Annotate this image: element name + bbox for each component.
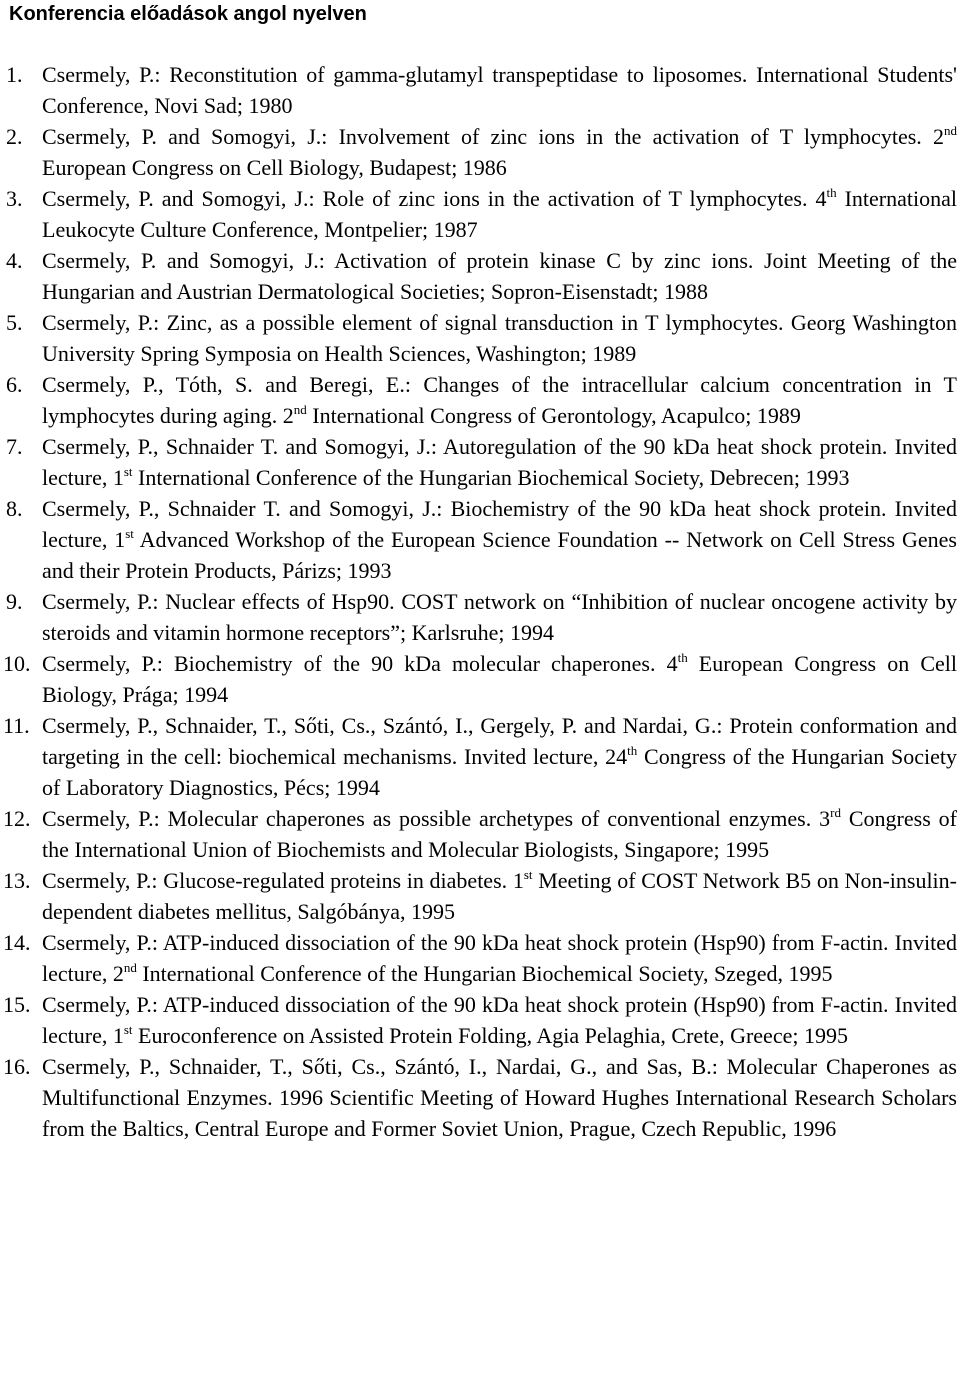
text-segment: Congress of the International Union of Biochemists and Molecular Biologists, Singapore; 1995 (42, 806, 957, 862)
list-item-text (42, 710, 957, 803)
text-segment: Csermely, P., Schnaider T. and Somogyi, J.: Biochemistry of the 90 kDa heat shock protein. Invited lecture, 1 (42, 496, 957, 552)
list-item-number: 2. (6, 124, 23, 149)
list-item-text (42, 493, 957, 586)
text-segment: International Leukocyte Culture Conference, Montpelier; 1987 (42, 186, 957, 242)
list-item-text (42, 648, 957, 710)
list-item-text (42, 183, 957, 245)
list-item (0, 183, 957, 245)
ordinal-suffix: nd (944, 123, 957, 138)
list-item-text (42, 431, 957, 493)
list-item (0, 865, 957, 927)
list-item (0, 59, 957, 121)
text-segment: Csermely, P.: Zinc, as a possible element of signal transduction in T lymphocytes. Georg Washington University Spring Symposia on Health Sciences, Washington; 1989 (42, 310, 957, 366)
list-item-number: 5. (6, 310, 23, 335)
list-item-text (42, 927, 957, 989)
text-segment: European Congress on Cell Biology, Prága; 1994 (42, 651, 957, 707)
list-item (0, 431, 957, 493)
list-item-number: 10. (3, 651, 31, 676)
text-segment: Csermely, P., Schnaider, T., Sőti, Cs., Szántó, I., Gergely, P. and Nardai, G.: Protein conformation and targeting in the cell: biochemical mechanisms. Invited lecture, 24 (42, 713, 957, 769)
text-segment: Csermely, P.: Biochemistry of the 90 kDa molecular chaperones. 4 (42, 651, 678, 676)
list-item (0, 493, 957, 586)
list-item (0, 586, 957, 648)
text-segment: European Congress on Cell Biology, Budapest; 1986 (42, 155, 507, 180)
list-item-number: 14. (3, 930, 31, 955)
list-item (0, 369, 957, 431)
list-item-number: 12. (3, 806, 31, 831)
ordinal-suffix: nd (123, 960, 137, 975)
text-segment: Advanced Workshop of the European Science Foundation -- Network on Cell Stress Genes and their Protein Products, Párizs; 1993 (42, 527, 957, 583)
list-item-number: 15. (3, 992, 31, 1017)
text-segment: Meeting of COST Network B5 on Non-insulin-dependent diabetes mellitus, Salgóbánya, 1995 (42, 868, 957, 924)
list-item-text (42, 307, 957, 369)
text-segment: Csermely, P.: ATP-induced dissociation of the 90 kDa heat shock protein (Hsp90) from F-actin. Invited lecture, 2 (42, 930, 957, 986)
list-item-text (42, 865, 957, 927)
ordinal-suffix: st (123, 1022, 133, 1037)
ordinal-suffix: st (125, 526, 134, 541)
text-segment: Csermely, P., Tóth, S. and Beregi, E.: Changes of the intracellular calcium concentration in T lymphocytes during aging. 2 (42, 372, 957, 428)
list-item (0, 307, 957, 369)
list-item-number: 4. (6, 248, 23, 273)
ordinal-suffix: st (523, 867, 533, 882)
list-item (0, 648, 957, 710)
list-item-text (42, 121, 957, 183)
text-segment: Euroconference on Assisted Protein Folding, Agia Pelaghia, Crete, Greece; 1995 (132, 1023, 848, 1048)
text-segment: Csermely, P.: Reconstitution of gamma-glutamyl transpeptidase to liposomes. International Students' Conference, Novi Sad; 1980 (42, 62, 957, 118)
text-segment: Csermely, P. and Somogyi, J.: Involvement of zinc ions in the activation of T lymphocytes. 2 (42, 124, 944, 149)
list-item-number: 6. (6, 372, 23, 397)
text-segment: Csermely, P.: Glucose-regulated proteins in diabetes. 1 (42, 868, 524, 893)
ordinal-suffix: rd (830, 805, 841, 820)
text-segment: Congress of the Hungarian Society of Laboratory Diagnostics, Pécs; 1994 (42, 744, 957, 800)
list-item-text (42, 245, 957, 307)
list-item (0, 989, 957, 1051)
ordinal-suffix: th (826, 185, 837, 200)
text-segment: Csermely, P.: Molecular chaperones as possible archetypes of conventional enzymes. 3 (42, 806, 831, 831)
list-item-text (42, 59, 957, 121)
text-segment: Csermely, P. and Somogyi, J.: Activation of protein kinase C by zinc ions. Joint Meeting of the Hungarian and Austrian Dermatological Societies; Sopron-Eisenstadt; 1988 (42, 248, 957, 304)
text-segment: Csermely, P. and Somogyi, J.: Role of zinc ions in the activation of T lymphocytes. 4 (42, 186, 827, 211)
list-item-text (42, 586, 957, 648)
list-item-text (42, 803, 957, 865)
ordinal-suffix: th (627, 743, 638, 758)
list-item-text (42, 1051, 957, 1144)
list-item-number: 7. (6, 434, 23, 459)
list-item (0, 710, 957, 803)
text-segment: International Conference of the Hungarian Biochemical Society, Debrecen; 1993 (132, 465, 850, 490)
ordinal-suffix: th (677, 650, 688, 665)
reference-list (0, 59, 960, 1144)
page-title: Konferencia előadások angol nyelven (9, 3, 367, 25)
ordinal-suffix: nd (293, 402, 307, 417)
text-segment: International Conference of the Hungarian Biochemical Society, Szeged, 1995 (136, 961, 833, 986)
list-item (0, 803, 957, 865)
list-item-number: 13. (3, 868, 31, 893)
list-item-number: 9. (6, 589, 23, 614)
list-item (0, 121, 957, 183)
list-item (0, 1051, 957, 1144)
list-item-text (42, 369, 957, 431)
text-segment: Csermely, P., Schnaider, T., Sőti, Cs., Szántó, I., Nardai, G., and Sas, B.: Molecular Chaperones as Multifunctional Enzymes. 1996 Scientific Meeting of Howard Hughes International Research Scholars from the Baltics, Central Europe and Former Soviet Union, Prague, Czech Republic, 1996 (42, 1054, 957, 1141)
text-segment: Csermely, P.: Nuclear effects of Hsp90. COST network on “Inhibition of nuclear oncogene activity by steroids and vitamin hormone receptors”; Karlsruhe; 1994 (42, 589, 957, 645)
list-item-number: 11. (3, 713, 30, 738)
list-item-number: 3. (6, 186, 23, 211)
list-item-number: 8. (6, 496, 23, 521)
list-item (0, 927, 957, 989)
text-segment: International Congress of Gerontology, Acapulco; 1989 (306, 403, 801, 428)
list-item-number: 16. (3, 1054, 31, 1079)
text-segment: Csermely, P., Schnaider T. and Somogyi, J.: Autoregulation of the 90 kDa heat shock protein. Invited lecture, 1 (42, 434, 957, 490)
ordinal-suffix: st (123, 464, 133, 479)
list-item-text (42, 989, 957, 1051)
list-item-number: 1. (6, 62, 23, 87)
text-segment: Csermely, P.: ATP-induced dissociation of the 90 kDa heat shock protein (Hsp90) from F-actin. Invited lecture, 1 (42, 992, 957, 1048)
list-item (0, 245, 957, 307)
